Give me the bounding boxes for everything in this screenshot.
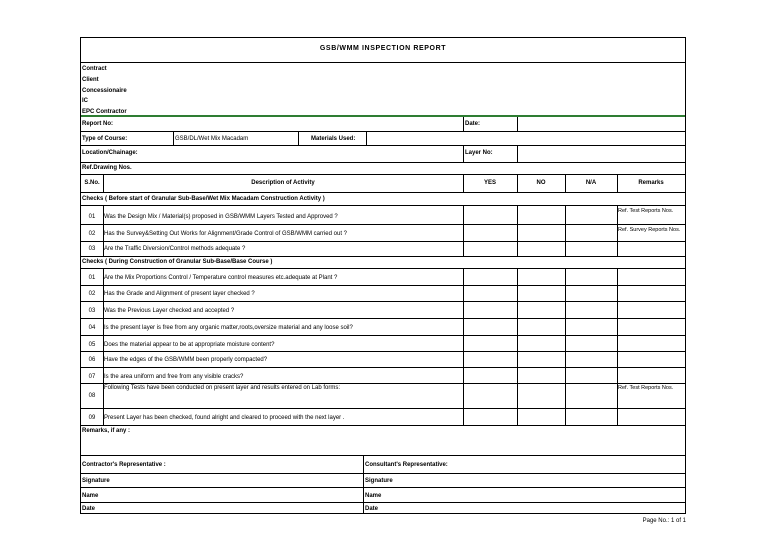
row-number: 01 (88, 275, 96, 281)
col-no: NO (536, 180, 546, 186)
consultant-rep-label: Consultant's Representative: (365, 462, 448, 468)
row-description: Are the Mix Proportions Control / Temperature control measures etc.adequate at Plant ? (104, 275, 338, 281)
contractor-date-label: Date (82, 506, 96, 512)
row-description: Is the area uniform and free from any visible cracks? (104, 374, 244, 380)
report-title: GSB/WMM INSPECTION REPORT (319, 45, 447, 52)
row-description: Present Layer has been checked, found alright and cleared to proceed with the next layer . (104, 415, 345, 421)
row-number: 03 (88, 246, 96, 252)
col-description: Description of Activity (251, 180, 315, 186)
row-number: 06 (88, 357, 96, 363)
row-number: 04 (88, 325, 96, 331)
contractor-name-label: Name (82, 493, 99, 499)
location-label: Location/Chainage: (82, 150, 138, 156)
ref-drawing-label: Ref.Drawing Nos. (82, 165, 132, 171)
row-description: Has the Survey&Setting Out Works for Alignment/Grade Control of GSB/WMM carried out ? (104, 231, 347, 237)
field-client: Client (82, 77, 99, 83)
contractor-rep-label: Contractor's Representative : (82, 462, 166, 468)
col-remarks: Remarks (638, 180, 664, 186)
row-remark: Ref. Test Reports Nos. (618, 385, 674, 391)
divider (81, 62, 685, 63)
row-remark: Ref. Survey Reports Nos. (618, 227, 681, 233)
field-ic: IC (82, 98, 88, 104)
date-label: Date: (465, 121, 481, 127)
col-sno: S.No. (84, 180, 100, 186)
col-yes: YES (483, 180, 496, 186)
row-description: Does the material appear to be at appropriate moisture content? (104, 342, 275, 348)
consultant-signature-label: Signature (365, 478, 393, 484)
page-number: Page No.: 1 of 1 (642, 518, 686, 524)
row-number: 02 (88, 291, 96, 297)
field-epc-contractor: EPC Contractor (82, 109, 127, 115)
section1-title: Checks ( Before start of Granular Sub-Base/Wet Mix Macadam Construction Activity ) (82, 196, 325, 202)
row-number: 09 (88, 415, 96, 421)
type-of-course-value: GSB/DL/Wet Mix Macadam (175, 136, 249, 142)
materials-used-label: Materials Used: (311, 136, 356, 142)
row-number: 02 (88, 231, 96, 237)
row-number: 08 (88, 393, 96, 399)
consultant-name-label: Name (365, 493, 382, 499)
field-concessionaire: Concessionaire (82, 88, 127, 94)
row-number: 01 (88, 214, 96, 220)
row-description: Following Tests have been conducted on present layer and results entered on Lab forms: (104, 385, 341, 391)
row-description: Is the present layer is free from any organic matter,roots,oversize material and any loose soil? (104, 325, 353, 331)
layer-no-label: Layer No: (465, 150, 493, 156)
inspection-report-form (80, 37, 686, 514)
row-description: Have the edges of the GSB/WMM been properly compacted? (104, 357, 268, 363)
contractor-signature-label: Signature (82, 478, 110, 484)
section2-title: Checks ( During Construction of Granular Sub-Base/Base Course ) (82, 259, 273, 265)
green-separator (81, 115, 685, 117)
report-no-label: Report No: (82, 121, 113, 127)
type-of-course-label: Type of Course: (82, 136, 128, 142)
row-description: Has the Grade and Alignment of present layer checked ? (104, 291, 255, 297)
consultant-date-label: Date (365, 506, 379, 512)
row-description: Are the Traffic Diversion/Control methods adequate ? (104, 246, 246, 252)
remarks-label: Remarks, if any : (82, 428, 131, 434)
row-description: Was the Design Mix / Material(s) proposed in GSB/WMM Layers Tested and Approved ? (104, 214, 338, 220)
row-description: Was the Previous Layer checked and accepted ? (104, 308, 235, 314)
col-na: N/A (585, 180, 597, 186)
row-remark: Ref. Test Reports Nos. (618, 208, 674, 214)
row-number: 05 (88, 342, 96, 348)
field-contract: Contract (82, 66, 107, 72)
row-number: 07 (88, 374, 96, 380)
row-number: 03 (88, 308, 96, 314)
